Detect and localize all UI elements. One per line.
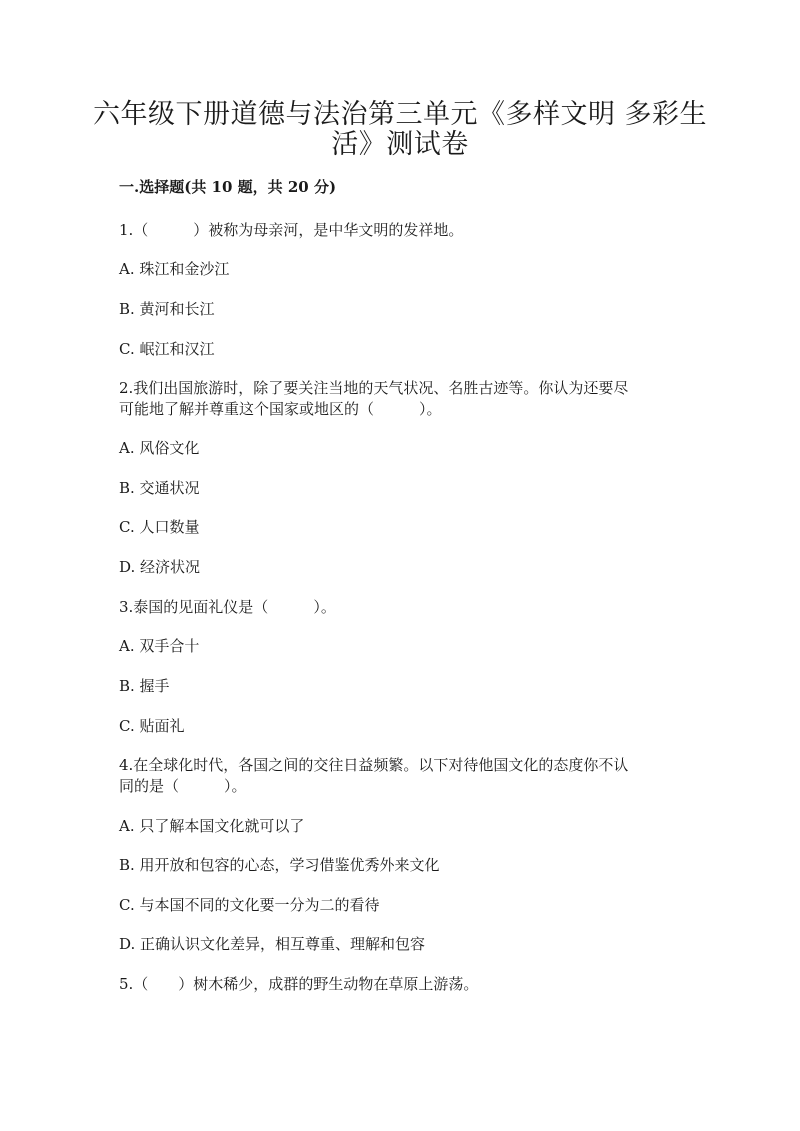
question-4-stem-line-1: 4.在全球化时代，各国之间的交往日益频繁。以下对待他国文化的态度你不认 bbox=[119, 756, 629, 774]
question-2-stem-line-2: 可能地了解并尊重这个国家或地区的（ ）。 bbox=[119, 400, 442, 418]
question-2-stem-line-1: 2.我们出国旅游时，除了要关注当地的天气状况、名胜古迹等。你认为还要尽 bbox=[119, 379, 629, 397]
page-title-line-2: 活》测试卷 bbox=[331, 129, 469, 160]
question-1-stem: 1.（ ）被称为母亲河，是中华文明的发祥地。 bbox=[119, 221, 464, 239]
question-3-stem: 3.泰国的见面礼仪是（ ）。 bbox=[119, 598, 336, 616]
page-title-line-1: 六年级下册道德与法治第三单元《多样文明 多彩生 bbox=[92, 99, 708, 130]
question-4-option-c: C. 与本国不同的文化要一分为二的看待 bbox=[119, 896, 380, 914]
question-3-option-a: A. 双手合十 bbox=[119, 637, 200, 655]
section-heading: 一.选择题(共 10 题，共 20 分) bbox=[119, 178, 337, 196]
question-2-option-d: D. 经济状况 bbox=[119, 558, 201, 576]
question-4-stem-line-2: 同的是（ ）。 bbox=[119, 777, 247, 795]
question-1-option-a: A. 珠江和金沙江 bbox=[119, 260, 230, 278]
question-5-stem: 5.（ ）树木稀少，成群的野生动物在草原上游荡。 bbox=[119, 975, 479, 993]
question-2-option-a: A. 风俗文化 bbox=[119, 439, 200, 457]
question-4-option-b: B. 用开放和包容的心态，学习借鉴优秀外来文化 bbox=[119, 856, 440, 874]
question-4-option-a: A. 只了解本国文化就可以了 bbox=[119, 817, 305, 835]
question-2-option-c: C. 人口数量 bbox=[119, 518, 200, 536]
question-3-option-b: B. 握手 bbox=[119, 677, 170, 695]
question-2-option-b: B. 交通状况 bbox=[119, 479, 200, 497]
question-4-option-d: D. 正确认识文化差异，相互尊重、理解和包容 bbox=[119, 935, 426, 953]
question-1-option-c: C. 岷江和汉江 bbox=[119, 340, 215, 358]
question-3-option-c: C. 贴面礼 bbox=[119, 717, 185, 735]
question-1-option-b: B. 黄河和长江 bbox=[119, 300, 215, 318]
